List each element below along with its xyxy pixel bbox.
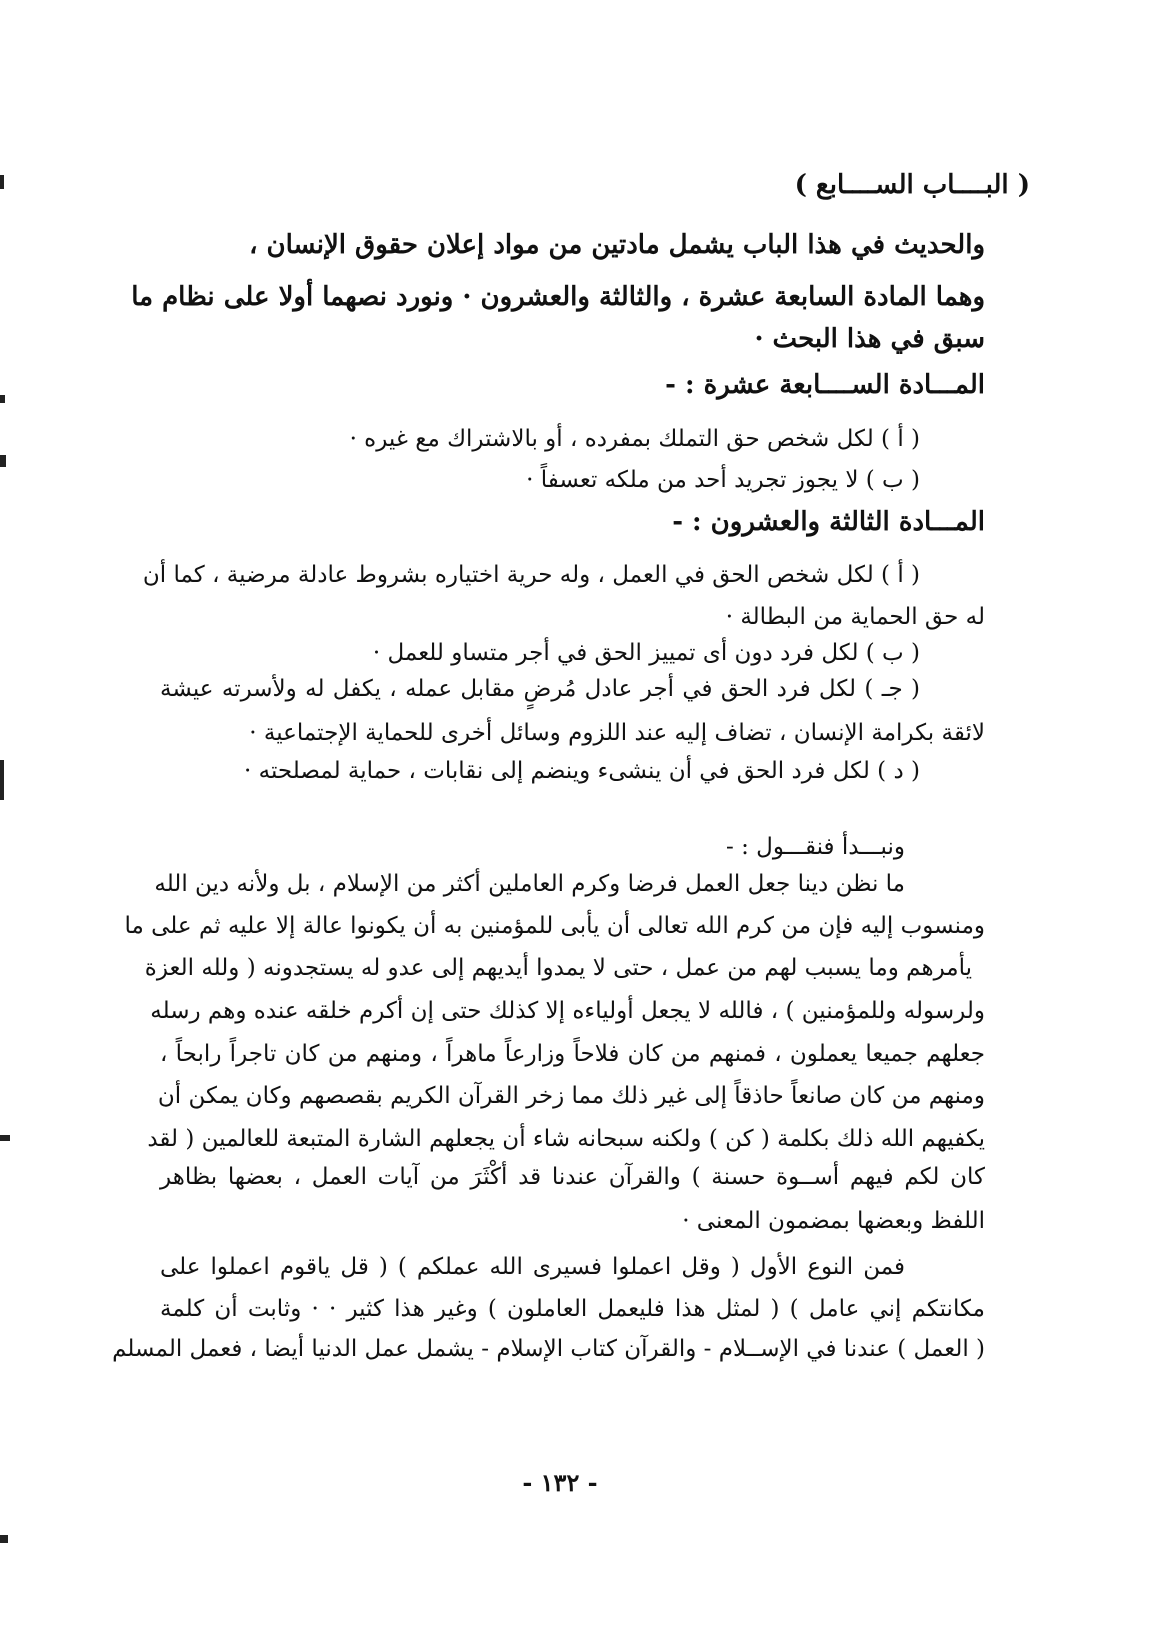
intro-line-3: سبق في هذا البحث · [754,324,985,354]
article-17-heading: المـــادة الســــابعة عشرة : - [665,370,985,400]
discussion-line-3: يأمرهم وما يسبب لهم من عمل ، حتى لا يمدوا أيديهم إلى عدو له يستجدونه ( ولله العزة [144,955,972,981]
article-17-item-a: ( أ ) لكل شخص حق التملك بمفرده ، أو بالاشتراك مع غيره · [349,426,920,452]
verses-line-1: فمن النوع الأول ( وقل اعملوا فسيرى الله عملكم ) ( قل ياقوم اعملوا على [160,1254,905,1280]
article-17-item-b: ( ب ) لا يجوز تجريد أحد من ملكه تعسفاً · [526,467,920,493]
article-23-line-1: ( أ ) لكل شخص الحق في العمل ، وله حرية اختياره بشروط عادلة مرضية ، كما أن [142,562,920,588]
discussion-intro: ونبـــدأ فنقـــول : - [726,834,905,860]
page-number: - ١٣٢ - [522,1468,598,1497]
article-23-line-3: ( ب ) لكل فرد دون أى تمييز الحق في أجر متساو للعمل · [372,640,920,666]
discussion-line-8: كان لكم فيهم أســوة حسنة ) والقرآن عندنا قد أكْثَرَ من آيات العمل ، بعضها بظاهر [160,1164,985,1190]
article-23-heading: المـــادة الثالثة والعشرون : - [672,507,985,537]
scan-mark [0,1535,8,1543]
verses-line-3: ( العمل ) عندنا في الإســلام - والقرآن كتاب الإسلام - يشمل عمل الدنيا أيضا ، فعمل المسلم [112,1336,985,1362]
scan-mark [0,395,5,403]
intro-line-1: والحديث في هذا الباب يشمل مادتين من مواد إعلان حقوق الإنسان ، [249,230,985,260]
discussion-line-6: ومنهم من كان صانعاً حاذقاً إلى غير ذلك مما زخر القرآن الكريم بقصصهم وكان يمكن أن [157,1083,985,1109]
discussion-line-7: يكفيهم الله ذلك بكلمة ( كن ) ولكنه سبحانه شاء أن يجعلهم الشارة المتبعة للعالمين ( لقد [147,1126,985,1152]
article-23-line-5: لائقة بكرامة الإنسان ، تضاف إليه عند اللزوم وسائل أخرى للحماية الإجتماعية · [249,720,985,746]
discussion-line-2: ومنسوب إليه فإن من كرم الله تعالى أن يأبى للمؤمنين به أن يكونوا عالة إلا عليه ثم على ما [124,913,985,939]
chapter-title: ( البــــاب الســــابع ) [794,170,1030,200]
scan-mark [0,175,4,189]
discussion-line-1: ما نظن دينا جعل العمل فرضا وكرم العاملين أكثر من الإسلام ، بل ولأنه دين الله [154,871,905,897]
article-23-line-6: ( د ) لكل فرد الحق في أن ينشىء وينضم إلى نقابات ، حماية لمصلحته · [244,758,920,784]
intro-line-2: وهما المادة السابعة عشرة ، والثالثة والعشرون · ونورد نصهما أولا على نظام ما [131,282,985,312]
discussion-line-5: جعلهم جميعا يعملون ، فمنهم من كان فلاحاً وزارعاً ماهراً ، ومنهم من كان تاجراً رابحاً ، [160,1041,985,1067]
article-23-line-4: ( جـ ) لكل فرد الحق في أجر عادل مُرضٍ مقابل عمله ، يكفل له ولأسرته عيشة [160,676,920,702]
verses-line-2: مكانتكم إني عامل ) ( لمثل هذا فليعمل العاملون ) وغير هذا كثير · · وثابت أن كلمة [160,1296,985,1322]
scan-mark [0,760,4,800]
scan-mark [0,455,6,467]
discussion-line-4: ولرسوله وللمؤمنين ) ، فالله لا يجعل أولياءه إلا كذلك حتى إن أكرم خلقه عنده وهم رسله [150,998,985,1024]
article-23-line-2: له حق الحماية من البطالة · [725,604,985,630]
discussion-line-9: اللفظ وبعضها بمضمون المعنى · [682,1208,985,1234]
scan-mark [0,1135,10,1141]
